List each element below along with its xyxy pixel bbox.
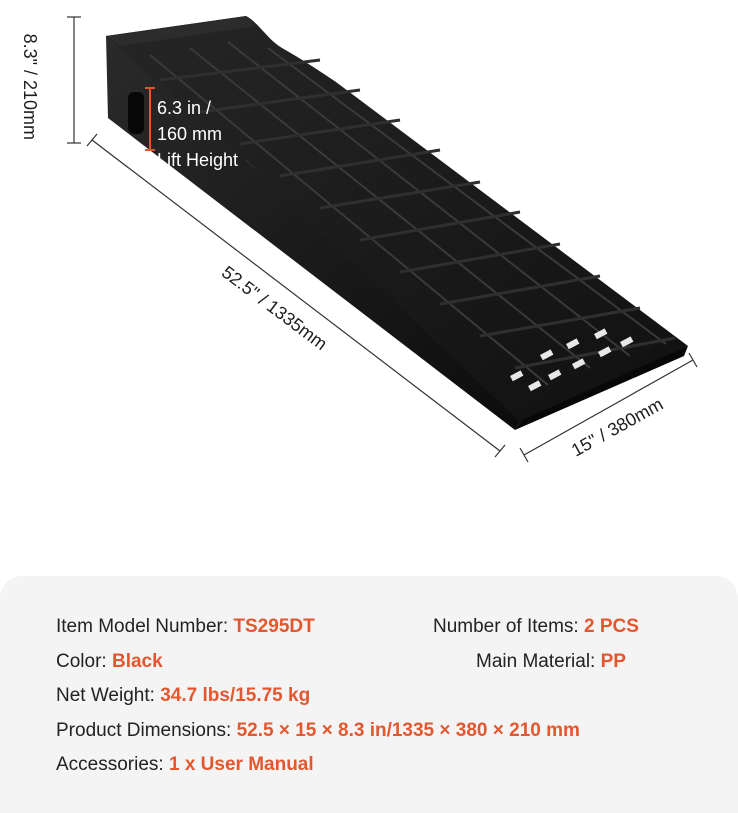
spec-color-label: Color: <box>56 651 107 672</box>
height-dimension-line <box>67 17 81 143</box>
lift-height-caption: Lift Height <box>157 150 239 170</box>
spec-accessories <box>56 754 314 776</box>
specifications-panel <box>0 576 738 813</box>
ramp-body <box>106 16 688 430</box>
spec-accessories-value: 1 x User Manual <box>168 754 314 775</box>
height-dimension-label: 8.3" / 210mm <box>20 33 40 140</box>
spec-items-label: Number of Items: <box>433 616 579 637</box>
spec-color-value: Black <box>111 651 163 672</box>
spec-product-dimensions <box>56 720 580 742</box>
spec-weight-label: Net Weight: <box>56 685 155 706</box>
spec-model-label: Item Model Number: <box>56 616 229 637</box>
spec-weight-value: 34.7 lbs/15.75 kg <box>160 685 311 706</box>
spec-model-number <box>56 616 315 638</box>
lift-height-label <box>157 95 238 173</box>
spec-items-value: 2 PCS <box>584 616 639 637</box>
spec-color <box>56 651 163 673</box>
width-dimension-label: 15" / 380mm <box>568 393 667 461</box>
spec-dimensions-value: 52.5 × 15 × 8.3 in/1335 × 380 × 210 mm <box>236 720 580 741</box>
spec-material-label: Main Material: <box>476 651 596 672</box>
spec-number-of-items <box>433 616 639 638</box>
spec-accessories-label: Accessories: <box>56 754 164 775</box>
spec-dimensions-label: Product Dimensions: <box>56 720 232 741</box>
spec-main-material <box>476 651 626 673</box>
spec-net-weight <box>56 685 310 707</box>
length-dimension-label: 52.5" / 1335mm <box>217 262 332 355</box>
spec-model-value: TS295DT <box>233 616 315 637</box>
lift-height-mm: 160 mm <box>157 124 223 144</box>
spec-material-value: PP <box>600 651 626 672</box>
lift-height-inches: 6.3 in / <box>157 98 212 118</box>
